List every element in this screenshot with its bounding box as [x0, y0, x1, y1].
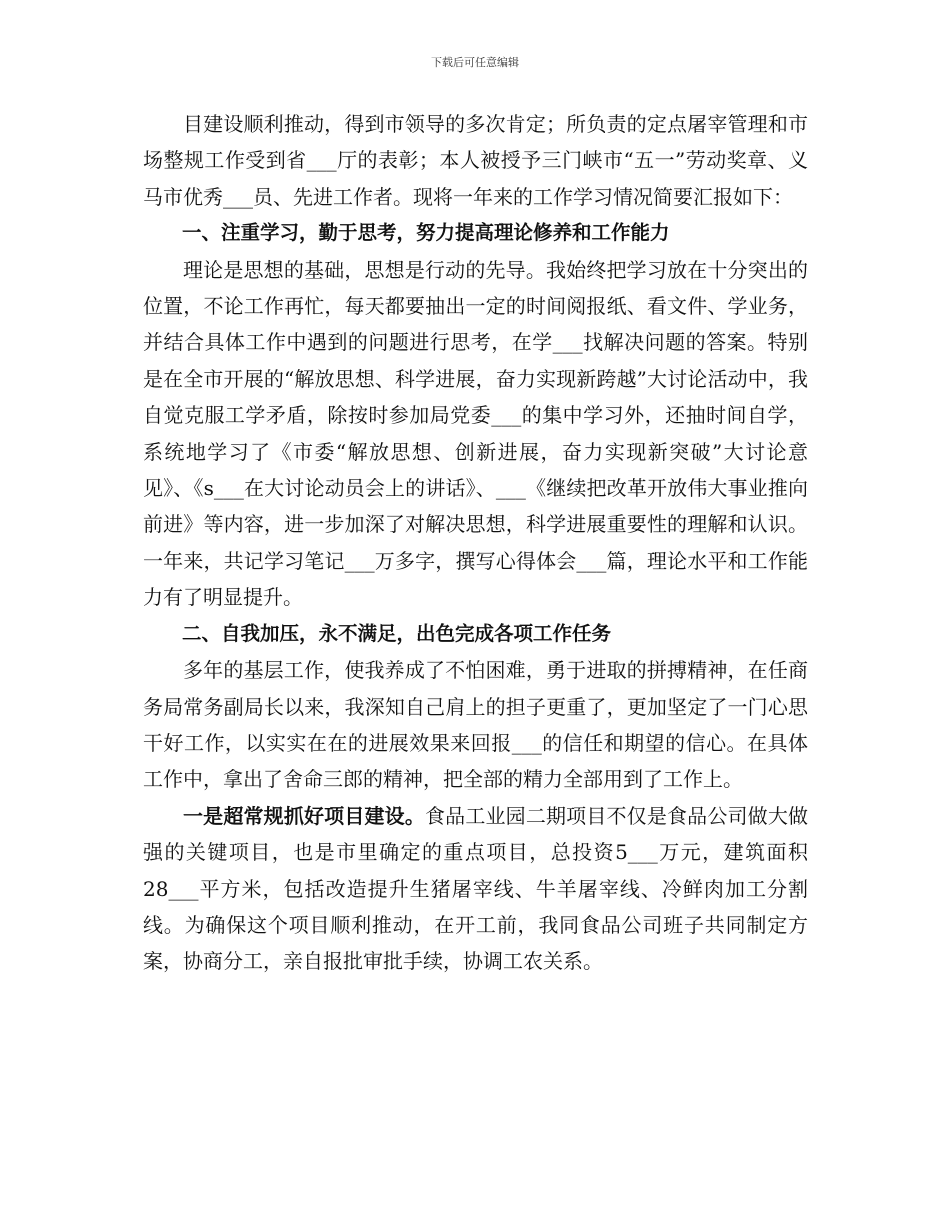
section-heading-1: 一、注重学习，勤于思考，努力提高理论修养和工作能力: [182, 221, 670, 245]
paragraph-project-text: 食品工业园二期项目不仅是食品公司做大做强的关键项目，也是市里确定的重点项目，总投资5___万元，建筑面积28___平方米，包括改造提升生猪屠宰线、牛羊屠宰线、冷鲜肉加工分割线。为确保这个项目顺利推动，在开工前，我同食品公司班子共同制定方案，协商分工，亲自报批审批手续，协调工农关系。: [143, 803, 808, 974]
paragraph-work: 多年的基层工作，使我养成了不怕困难，勇于进取的拼搏精神，在任商务局常务副局长以来，我深知自己肩上的担子更重了，更加坚定了一门心思干好工作，以实实在在的进展效果来回报___的信任和期望的信心。在具体工作中，拿出了舍命三郎的精神，把全部的精力全部用到了工作上。: [143, 658, 808, 792]
section-heading-2: 二、自我加压，永不满足，出色完成各项工作任务: [182, 621, 612, 645]
paragraph-study: 理论是思想的基础，思想是行动的先导。我始终把学习放在十分突出的位置，不论工作再忙，每天都要抽出一定的时间阅报纸、看文件、学业务，并结合具体工作中遇到的问题进行思考，在学___找解决问题的答案。特别是在全市开展的“解放思想、科学进展，奋力实现新跨越”大讨论活动中，我自觉克服工学矛盾，除按时参加局党委___的集中学习外，还抽时间自学，系统地学习了《市委“解放思想、创新进展，奋力实现新突破”大讨论意见》、《s___在大讨论动员会上的讲话》、___《继续把改革开放伟大事业推向前进》等内容，进一步加深了对解决思想，科学进展重要性的理解和认识。一年来，共记学习笔记___万多字，撰写心得体会___篇，理论水平和工作能力有了明显提升。: [143, 257, 808, 610]
document-body: [143, 106, 808, 980]
paragraph-intro: 目建设顺利推动，得到市领导的多次肯定；所负责的定点屠宰管理和市场整规工作受到省___厅的表彰；本人被授予三门峡市“五一”劳动奖章、义马市优秀___员、先进工作者。现将一年来的工作学习情况简要汇报如下：: [143, 112, 808, 209]
page-header: 下载后可任意编辑: [431, 56, 519, 69]
paragraph-project: [143, 798, 808, 980]
paragraph-lead: 一是超常规抓好项目建设。: [183, 803, 425, 828]
